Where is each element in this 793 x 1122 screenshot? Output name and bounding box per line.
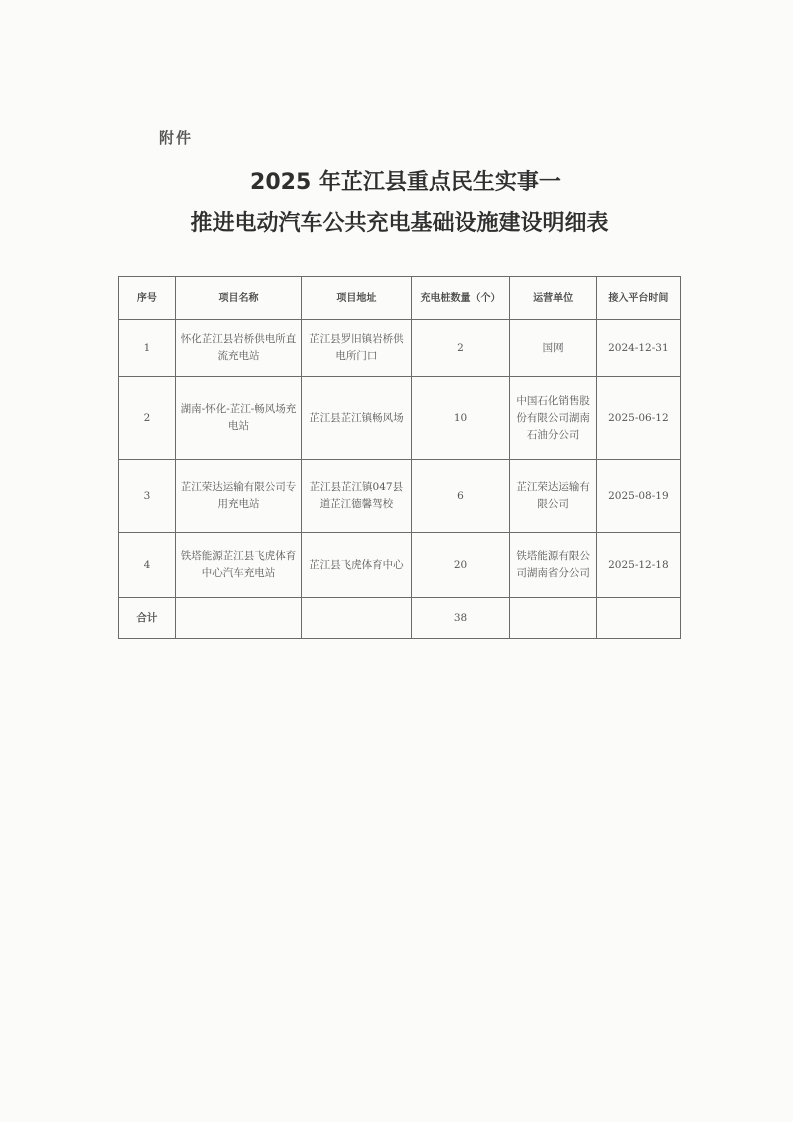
cell-total-count: 38: [411, 598, 510, 639]
cell-operator: 中国石化销售股份有限公司湖南石油分公司: [510, 377, 596, 460]
cell-operator: 国网: [510, 320, 596, 377]
document-title-line1: 2025 年芷江县重点民生实事一: [250, 170, 561, 195]
annex-label: 附件: [159, 129, 194, 147]
cell-no: 1: [119, 320, 176, 377]
cell-charger-count: 6: [411, 460, 510, 533]
cell-empty: [302, 598, 411, 639]
cell-operator: 芷江荣达运输有限公司: [510, 460, 596, 533]
table-row: [119, 533, 681, 598]
header-no: 序号: [119, 277, 176, 320]
cell-project-name: 怀化芷江县岩桥供电所直流充电站: [175, 320, 301, 377]
cell-no: 3: [119, 460, 176, 533]
cell-charger-count: 10: [411, 377, 510, 460]
cell-empty: [175, 598, 301, 639]
cell-charger-count: 2: [411, 320, 510, 377]
cell-platform-time: 2024-12-31: [596, 320, 680, 377]
header-operator: 运营单位: [510, 277, 596, 320]
cell-project-name: 铁塔能源芷江县飞虎体育中心汽车充电站: [175, 533, 301, 598]
cell-empty: [510, 598, 596, 639]
cell-project-name: 芷江荣达运输有限公司专用充电站: [175, 460, 301, 533]
header-charger-count: 充电桩数量（个）: [411, 277, 510, 320]
header-platform-time: 接入平台时间: [596, 277, 680, 320]
cell-platform-time: 2025-08-19: [596, 460, 680, 533]
document-title-line2: 推进电动汽车公共充电基础设施建设明细表: [190, 211, 609, 236]
header-project-address: 项目地址: [302, 277, 411, 320]
cell-project-address: 芷江县芷江镇畅风场: [302, 377, 411, 460]
cell-project-name: 湖南-怀化-芷江-畅风场充电站: [175, 377, 301, 460]
cell-empty: [596, 598, 680, 639]
cell-no: 2: [119, 377, 176, 460]
cell-project-address: 芷江县飞虎体育中心: [302, 533, 411, 598]
cell-charger-count: 20: [411, 533, 510, 598]
cell-operator: 铁塔能源有限公司湖南省分公司: [510, 533, 596, 598]
cell-platform-time: 2025-12-18: [596, 533, 680, 598]
cell-platform-time: 2025-06-12: [596, 377, 680, 460]
header-project-name: 项目名称: [175, 277, 301, 320]
cell-project-address: 芷江县罗旧镇岩桥供电所门口: [302, 320, 411, 377]
charging-station-table: [118, 276, 681, 639]
cell-total-label: 合计: [119, 598, 176, 639]
cell-project-address: 芷江县芷江镇047县道芷江德馨驾校: [302, 460, 411, 533]
table-header-row: [119, 277, 681, 320]
table-row: [119, 320, 681, 377]
table-total-row: [119, 598, 681, 639]
cell-no: 4: [119, 533, 176, 598]
table-row: [119, 377, 681, 460]
table-row: [119, 460, 681, 533]
